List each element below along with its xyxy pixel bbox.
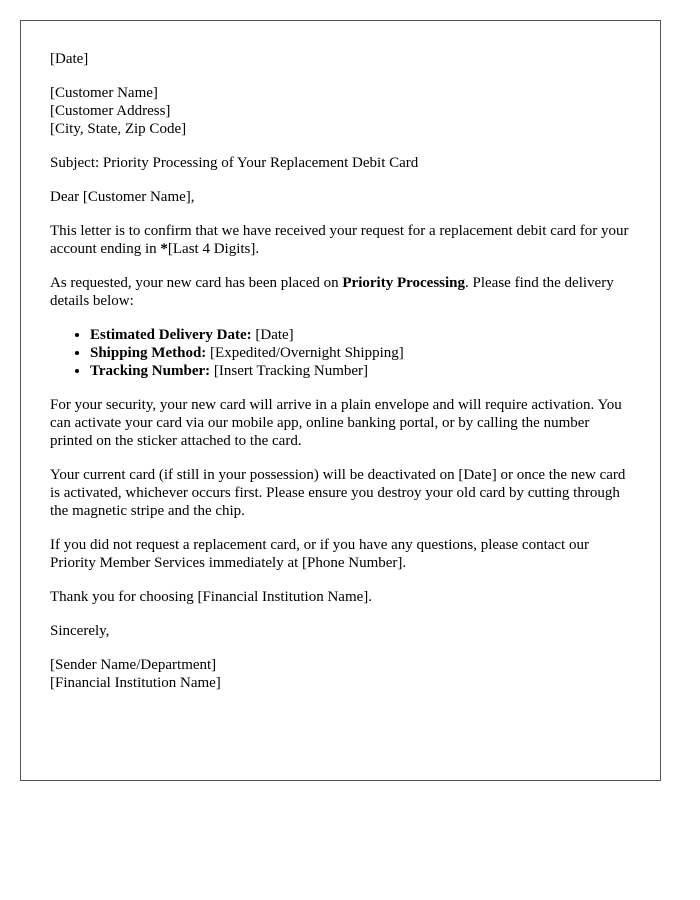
delivery-detail-item — [90, 344, 632, 362]
sender-name: [Sender Name/Department] — [50, 657, 217, 673]
letter-salutation: Dear [Customer Name], — [50, 189, 195, 205]
paragraph-priority — [50, 274, 632, 310]
paragraph-contact: If you did not request a replacement card, or if you have any questions, please contact our Priority Member Services immediately at [Phone Number]. — [50, 537, 589, 571]
detail-value: [Insert Tracking Number] — [210, 363, 369, 379]
detail-label: Estimated Delivery Date: — [90, 327, 252, 343]
recipient-city-state-zip: [City, State, Zip Code] — [50, 121, 187, 137]
delivery-detail-item — [90, 362, 632, 380]
delivery-detail-item — [90, 326, 632, 344]
sender-signature-block — [50, 656, 632, 692]
priority-text-after: . Please find the delivery details below: — [50, 275, 614, 309]
letter-date: [Date] — [50, 51, 89, 67]
detail-label: Tracking Number: — [90, 363, 211, 379]
paragraph-security: For your security, your new card will arrive in a plain envelope and will require activation. You can activate your card via our mobile app, online banking portal, or by calling the number printed on the sticker attached to the card. — [50, 397, 622, 449]
confirmation-asterisk: * — [160, 241, 168, 257]
recipient-address: [Customer Address] — [50, 103, 171, 119]
paragraph-confirmation — [50, 222, 632, 258]
confirmation-last-digits: [Last 4 Digits]. — [167, 241, 260, 257]
letter-document — [20, 20, 661, 781]
paragraph-deactivation: Your current card (if still in your possession) will be deactivated on [Date] or once the new card is activated, whichever occurs first. Please ensure you destroy your old card by cutting through the magnetic stripe and the chip. — [50, 467, 626, 519]
confirmation-text: This letter is to confirm that we have received your request for a replacement debit card for your account ending in — [50, 223, 629, 257]
recipient-name: [Customer Name] — [50, 85, 158, 101]
letter-subject: Subject: Priority Processing of Your Replacement Debit Card — [50, 155, 419, 171]
recipient-address-block — [50, 84, 632, 138]
priority-processing-label: Priority Processing — [342, 275, 465, 291]
detail-value: [Expedited/Overnight Shipping] — [206, 345, 404, 361]
letter-closing: Sincerely, — [50, 623, 110, 639]
paragraph-thanks: Thank you for choosing [Financial Institution Name]. — [50, 589, 373, 605]
priority-text-before: As requested, your new card has been placed on — [50, 275, 343, 291]
sender-institution: [Financial Institution Name] — [50, 675, 221, 691]
detail-label: Shipping Method: — [90, 345, 207, 361]
delivery-details-list — [50, 326, 632, 380]
detail-value: [Date] — [251, 327, 294, 343]
